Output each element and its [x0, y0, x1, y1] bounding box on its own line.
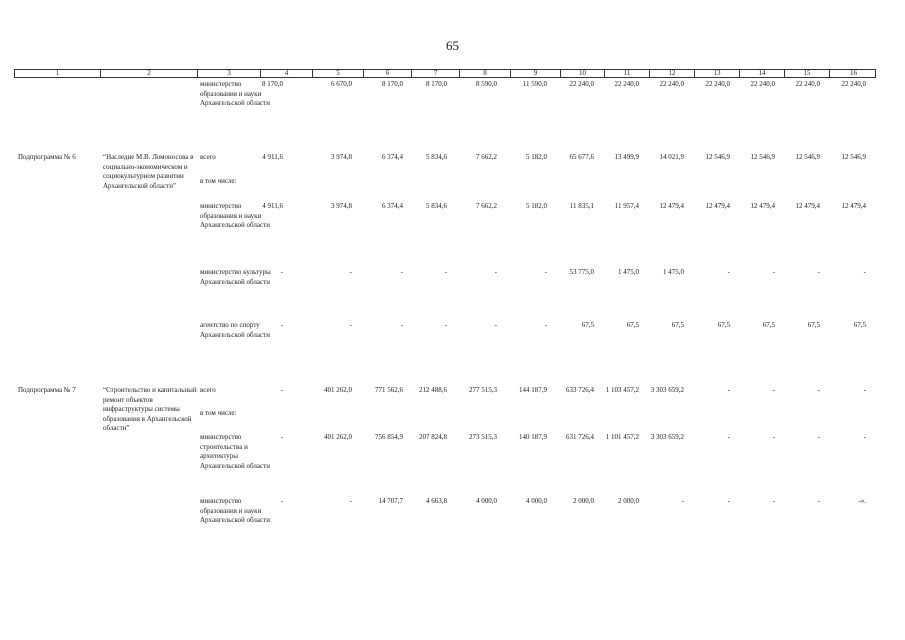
- value-cell-col-14: 67,5: [762, 321, 775, 329]
- table-header-row: [14, 69, 876, 78]
- value-cell-col-11: 22 240,0: [614, 80, 639, 88]
- value-cell-col-13: -: [727, 268, 730, 276]
- value-cell-col-13: 12 546,9: [705, 153, 730, 161]
- value-cell-col-8: 7 662,2: [476, 202, 497, 210]
- header-cell-7: 7: [412, 70, 460, 77]
- value-cell-col-8: 273 515,3: [469, 433, 497, 441]
- value-cell-col-7: 5 834,6: [426, 153, 447, 161]
- executor-cell: министерство культуры Архангельской области: [200, 268, 271, 286]
- value-cell-col-11: 1 101 457,2: [605, 433, 639, 441]
- header-cell-13: 13: [695, 70, 740, 77]
- value-cell-col-13: -: [727, 386, 730, 394]
- header-cell-16: 16: [850, 69, 857, 77]
- value-cell-col-8: -: [494, 268, 497, 276]
- value-cell-col-8: 4 000,0: [476, 497, 497, 505]
- value-cell-col-10: 22 240,0: [569, 80, 594, 88]
- header-cell-12: 12: [650, 70, 695, 77]
- value-cell-col-13: 67,5: [717, 321, 730, 329]
- value-cell-col-6: 771 562,6: [375, 386, 403, 394]
- executor-cell: агентство по спорту Архангельской области: [200, 321, 270, 339]
- subprogram-title: “Строительство и капитальный ремонт объектов инфраструктуры системы образования в Архангельской области”: [103, 386, 197, 433]
- value-cell-col-12: 67,5: [671, 321, 684, 329]
- header-cell-10: 10: [561, 70, 605, 77]
- value-cell-col-15: -: [817, 497, 820, 505]
- value-cell-col-9: 5 182,0: [526, 153, 547, 161]
- value-cell-col-16: 12 546,9: [841, 153, 866, 161]
- value-cell-col-5: -: [349, 497, 352, 505]
- subprogram-label: Подпрограмма № 7: [18, 386, 76, 394]
- value-cell-col-10: 631 726,4: [566, 433, 594, 441]
- value-cell-col-10: 2 000,0: [573, 497, 594, 505]
- executor-cell: всего: [200, 153, 216, 161]
- value-cell-col-13: 12 479,4: [705, 202, 730, 210]
- subprogram-label: Подпрограмма № 6: [18, 153, 76, 161]
- value-cell-col-6: 756 854,9: [375, 433, 403, 441]
- value-cell-col-6: -: [400, 321, 403, 329]
- value-cell-col-8: 277 515,3: [469, 386, 497, 394]
- value-cell-col-16: -: [863, 386, 866, 394]
- value-cell-col-15: 12 479,4: [795, 202, 820, 210]
- value-cell-col-10: 67,5: [581, 321, 594, 329]
- executor-cell: в том числе:: [200, 177, 237, 185]
- executor-cell: всего: [200, 386, 216, 394]
- value-cell-col-11: 2 000,0: [618, 497, 639, 505]
- value-cell-col-5: 6 670,0: [331, 80, 352, 88]
- executor-cell: министерство образования и науки Архангельской области: [200, 202, 270, 230]
- value-cell-col-16: -: [863, 268, 866, 276]
- executor-cell: в том числе:: [200, 409, 237, 417]
- value-cell-col-9: 4 000,0: [526, 497, 547, 505]
- value-cell-col-12: 22 240,0: [659, 80, 684, 88]
- value-cell-col-16: -».: [858, 497, 866, 505]
- value-cell-col-6: 6 374,4: [382, 153, 403, 161]
- value-cell-col-7: -: [444, 321, 447, 329]
- header-cell-9: 9: [511, 70, 561, 77]
- value-cell-col-7: 8 170,0: [426, 80, 447, 88]
- value-cell-col-8: 8 590,0: [476, 80, 497, 88]
- value-cell-col-6: -: [400, 268, 403, 276]
- executor-cell: министерство строительства и архитектуры Архангельской области: [200, 433, 270, 470]
- value-cell-col-8: 7 662,2: [476, 153, 497, 161]
- value-cell-col-9: 140 187,9: [519, 433, 547, 441]
- header-cell-11: 11: [605, 70, 650, 77]
- value-cell-col-14: 22 240,0: [750, 80, 775, 88]
- value-cell-col-11: 67,5: [626, 321, 639, 329]
- value-cell-col-6: 14 707,7: [378, 497, 403, 505]
- value-cell-col-5: 401 262,0: [324, 386, 352, 394]
- header-cell-15: 15: [785, 70, 830, 77]
- value-cell-col-9: 144 187,9: [519, 386, 547, 394]
- subprogram-title: “Наследие М.В. Ломоносова в социально-экономическом и социокультурном развитии Архангельской области”: [103, 153, 194, 190]
- value-cell-col-7: 4 663,8: [426, 497, 447, 505]
- header-cell-6: 6: [364, 70, 412, 77]
- page-number: 65: [446, 38, 459, 53]
- value-cell-col-5: -: [349, 321, 352, 329]
- value-cell-col-16: 67,5: [853, 321, 866, 329]
- value-cell-col-4: -: [280, 386, 283, 394]
- value-cell-col-16: -: [863, 433, 866, 441]
- executor-cell: министерство образования и науки Архангельской области: [200, 80, 270, 108]
- value-cell-col-14: -: [772, 268, 775, 276]
- value-cell-col-14: 12 479,4: [750, 202, 775, 210]
- value-cell-col-7: 5 834,6: [426, 202, 447, 210]
- value-cell-col-15: -: [817, 268, 820, 276]
- header-cell-5: 5: [313, 70, 364, 77]
- value-cell-col-16: 12 479,4: [841, 202, 866, 210]
- value-cell-col-15: 22 240,0: [795, 80, 820, 88]
- value-cell-col-4: -: [280, 433, 283, 441]
- header-cell-14: 14: [740, 70, 785, 77]
- value-cell-col-7: 207 824,8: [419, 433, 447, 441]
- value-cell-col-13: 22 240,0: [705, 80, 730, 88]
- value-cell-col-9: -: [544, 321, 547, 329]
- value-cell-col-12: 12 479,4: [659, 202, 684, 210]
- value-cell-col-4: -: [280, 321, 283, 329]
- value-cell-col-15: -: [817, 433, 820, 441]
- value-cell-col-11: 13 499,9: [614, 153, 639, 161]
- header-cell-4: 4: [261, 70, 313, 77]
- executor-cell: министерство образования и науки Архангельской области: [200, 497, 270, 525]
- value-cell-col-14: -: [772, 433, 775, 441]
- value-cell-col-6: 8 170,0: [382, 80, 403, 88]
- value-cell-col-12: 14 021,9: [659, 153, 684, 161]
- value-cell-col-13: -: [727, 433, 730, 441]
- header-cell-8: 8: [460, 70, 511, 77]
- value-cell-col-5: 401 262,0: [324, 433, 352, 441]
- value-cell-col-14: -: [772, 386, 775, 394]
- value-cell-col-12: 3 303 659,2: [650, 433, 684, 441]
- value-cell-col-9: 5 182,0: [526, 202, 547, 210]
- value-cell-col-10: 53 775,0: [569, 268, 594, 276]
- header-cell-3: 3: [198, 70, 261, 77]
- value-cell-col-14: -: [772, 497, 775, 505]
- value-cell-col-4: 8 170,0: [262, 80, 283, 88]
- value-cell-col-9: 11 590,0: [522, 80, 547, 88]
- value-cell-col-15: 12 546,9: [795, 153, 820, 161]
- value-cell-col-7: -: [444, 268, 447, 276]
- value-cell-col-5: 3 974,8: [331, 202, 352, 210]
- value-cell-col-15: 67,5: [807, 321, 820, 329]
- value-cell-col-4: -: [280, 268, 283, 276]
- header-cell-2: 2: [101, 70, 198, 77]
- value-cell-col-15: -: [817, 386, 820, 394]
- value-cell-col-16: 22 240,0: [841, 80, 866, 88]
- value-cell-col-10: 633 726,4: [566, 386, 594, 394]
- value-cell-col-11: 1 475,0: [618, 268, 639, 276]
- value-cell-col-11: 11 957,4: [614, 202, 639, 210]
- value-cell-col-11: 1 103 457,2: [605, 386, 639, 394]
- value-cell-col-10: 11 835,1: [569, 202, 594, 210]
- value-cell-col-12: 1 475,0: [663, 268, 684, 276]
- value-cell-col-7: 212 488,6: [419, 386, 447, 394]
- value-cell-col-12: 3 303 659,2: [650, 386, 684, 394]
- header-cell-1: 1: [15, 70, 101, 77]
- value-cell-col-4: 4 911,6: [262, 153, 283, 161]
- value-cell-col-14: 12 546,9: [750, 153, 775, 161]
- value-cell-col-5: -: [349, 268, 352, 276]
- value-cell-col-10: 65 677,6: [569, 153, 594, 161]
- value-cell-col-4: 4 911,6: [262, 202, 283, 210]
- value-cell-col-8: -: [494, 321, 497, 329]
- value-cell-col-9: -: [544, 268, 547, 276]
- value-cell-col-13: -: [727, 497, 730, 505]
- value-cell-col-4: -: [280, 497, 283, 505]
- value-cell-col-6: 6 374,4: [382, 202, 403, 210]
- value-cell-col-12: -: [681, 497, 684, 505]
- value-cell-col-5: 3 974,8: [331, 153, 352, 161]
